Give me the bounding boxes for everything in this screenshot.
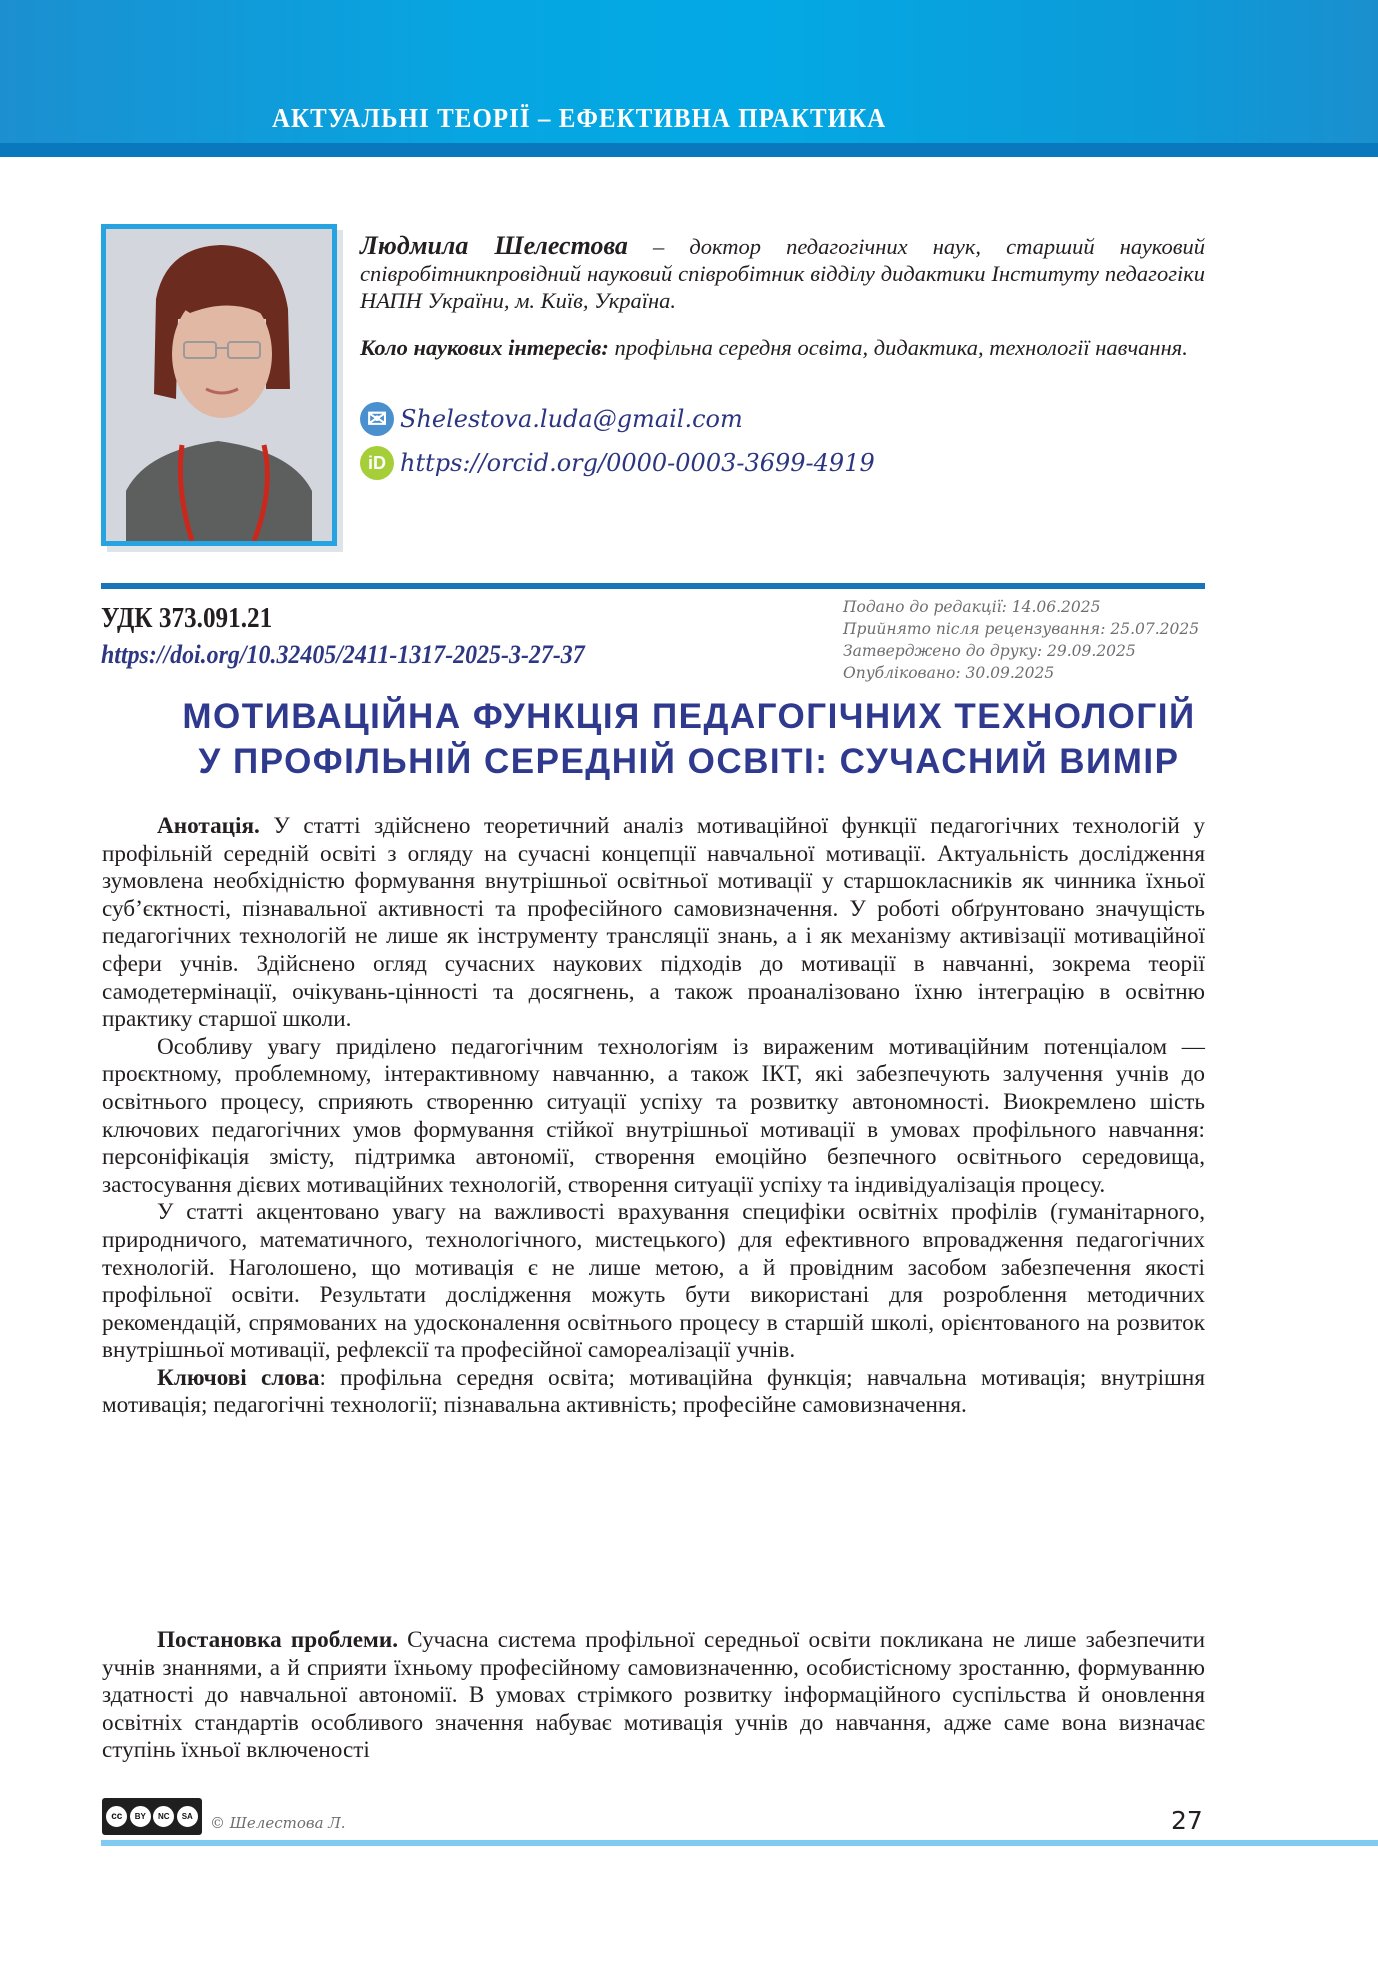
cc-icon: cc [106, 1806, 127, 1827]
author-position: – доктор педагогічних наук, старший науковий співробітникпровідний науковий співробітник відділу дидактики Інституту педагогіки НАПН України, м. Київ, Україна. [360, 234, 1205, 313]
cc-license-badge[interactable] [102, 1798, 202, 1835]
date-accepted: Прийнято після рецензування: 25.07.2025 [843, 620, 1200, 638]
section-divider [101, 583, 1205, 589]
article-title-line-1: МОТИВАЦІЙНА ФУНКЦІЯ ПЕДАГОГІЧНИХ ТЕХНОЛОГІЙ [182, 697, 1196, 736]
abstract-paragraph-3: У статті акцентовано увагу на важливості врахування специфіки освітніх профілів (гуманітарного, природничого, математичного, технологічного, мистецького) для ефективного впровадження педагогічних технологій. Наголошено, що мотивація є не лише метою, а й провідним засобом забезпечення якості профільної освіти. Результати дослідження можуть бути використані для розроблення методичних рекомендацій, спрямованих на удосконалення освітнього процесу в старшій школі, орієнтованого на розвиток внутрішньої мотивації, рефлексії та професійної самореалізації учнів. [102, 1199, 1205, 1364]
abstract-paragraph-1 [102, 813, 1205, 1034]
problem-paragraph [102, 1627, 1205, 1765]
doi-link[interactable]: https://doi.org/10.32405/2411-1317-2025-3-27-37 [101, 640, 585, 669]
interests-label: Коло наукових інтересів: [360, 335, 609, 360]
keywords [102, 1365, 1205, 1420]
author-photo [106, 229, 332, 541]
header-strip [0, 143, 1378, 157]
orcid-link[interactable]: https://orcid.org/0000-0003-3699-4919 [400, 449, 875, 477]
section-title: АКТУАЛЬНІ ТЕОРІЇ – ЕФЕКТИВНА ПРАКТИКА [272, 103, 887, 133]
email-icon: ✉ [360, 402, 394, 436]
author-bio [360, 232, 1205, 314]
interests-text: профільна середня освіта, дидактика, технології навчання. [608, 335, 1188, 360]
date-published: Опубліковано: 30.09.2025 [843, 664, 1055, 682]
author-name: Людмила Шелестова [360, 231, 628, 260]
author-interests [360, 334, 1205, 362]
problem-label: Постановка проблеми. [157, 1627, 398, 1653]
udk-code: УДК 373.091.21 [101, 603, 273, 634]
article-title-line-2: У ПРОФІЛЬНІЙ СЕРЕДНІЙ ОСВІТІ: СУЧАСНИЙ ВИМІР [198, 742, 1180, 781]
problem-statement [102, 1627, 1205, 1765]
portrait-illustration [106, 229, 332, 541]
orcid-contact[interactable] [360, 446, 875, 480]
email-link[interactable]: Shelestova.luda@gmail.com [400, 405, 743, 433]
nc-icon: NC [153, 1806, 174, 1827]
date-approved: Затверджено до друку: 29.09.2025 [843, 642, 1136, 660]
orcid-icon: iD [360, 446, 394, 480]
abstract-label: Анотація. [157, 813, 260, 839]
by-icon: BY [130, 1806, 151, 1827]
abstract [102, 813, 1205, 1420]
problem-text: Сучасна система профільної середньої освіти покликана не лише забезпечити учнів знаннями, а й сприяти їхньому професійному самовизначенню, особистісному зростанню, формуванню здатності до навчальної автономії. В умовах стрімкого розвитку інформаційного суспільства й оновлення освітніх стандартів особливого значення набуває мотивація учнів до навчання, адже саме вона визначає ступінь їхньої включеності [102, 1627, 1205, 1764]
author-photo-frame [101, 224, 337, 546]
keywords-label: Ключові слова [157, 1364, 320, 1391]
email-contact[interactable] [360, 402, 743, 436]
sa-icon: SA [177, 1806, 198, 1827]
abstract-text-1: У статті здійснено теоретичний аналіз мотиваційної функції педагогічних технологій у профільній середній освіті з огляду на сучасні концепції навчальної мотивації. Актуальність дослідження зумовлена необхідністю формування внутрішньої освітньої мотивації у старшокласників як чинника їхньої суб’єктності, пізнавальної активності та професійного самовизначення. У роботі обґрунтовано значущість педагогічних технологій не лише як інструменту трансляції знань, а і як механізму активізації мотиваційної сфери учнів. Здійснено огляд сучасних наукових підходів до мотивації в навчанні, зокрема теорії самодетермінації, очікувань-цінності та досягнень, а також проаналізовано їхню інтеграцію в освітню практику старшої школи. [102, 813, 1205, 1033]
page-number: 27 [1171, 1806, 1203, 1835]
footer-divider [101, 1840, 1378, 1846]
keywords-text: : профільна середня освіта; мотиваційна функція; навчальна мотивація; внутрішня мотивація; педагогічні технології; пізнавальна активність; професійне самовизначення. [102, 1364, 1205, 1419]
abstract-paragraph-2: Особливу увагу приділено педагогічним технологіям із вираженим мотиваційним потенціалом — проєктному, проблемному, інтерактивному навчанню, а також ІКТ, які забезпечують залучення учнів до освітнього процесу, сприяють створенню ситуації успіху та розвитку автономності. Виокремлено шість ключових педагогічних умов формування стійкої внутрішньої мотивації в умовах профільного навчання: персоніфікація змісту, підтримка автономії, створення емоційно безпечного освітнього середовища, застосування дієвих мотиваційних технологій, створення ситуації успіху та індивідуалізація процесу. [102, 1033, 1205, 1198]
publication-dates [843, 596, 1199, 684]
copyright: © Шелестова Л. [210, 1814, 346, 1832]
date-submitted: Подано до редакції: 14.06.2025 [843, 598, 1101, 616]
